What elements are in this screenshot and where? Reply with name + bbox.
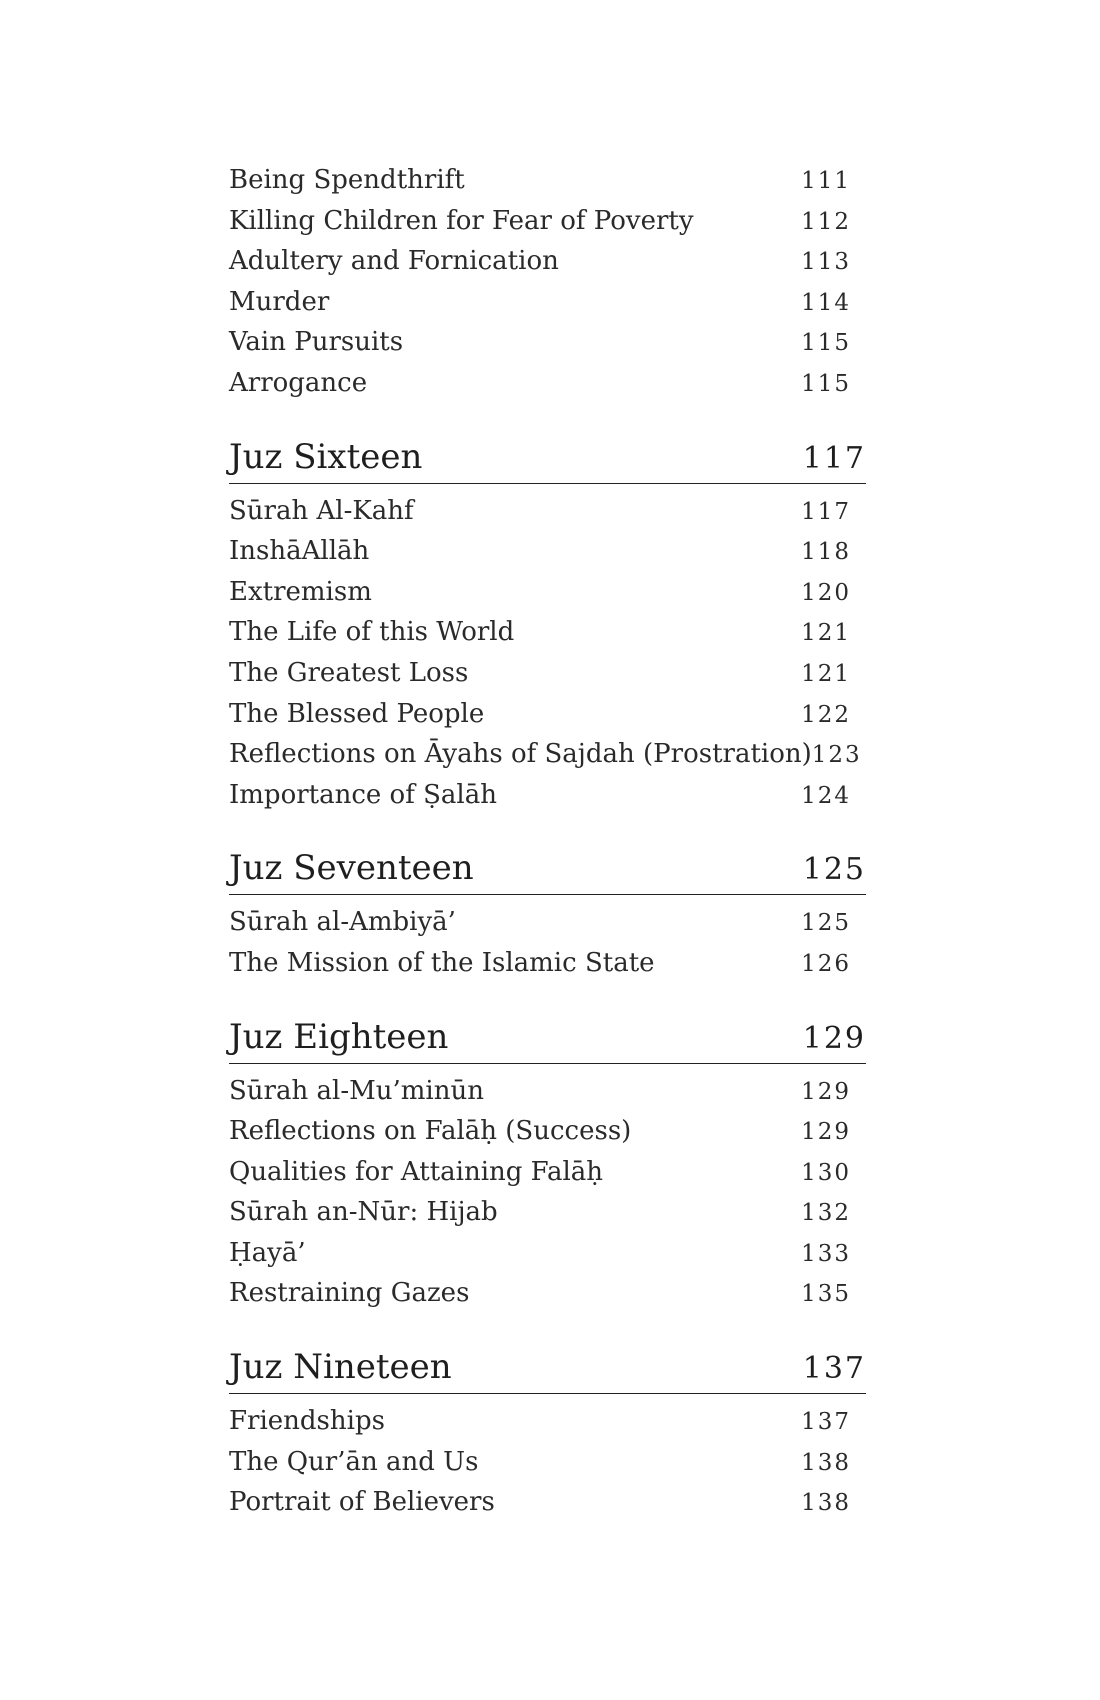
toc-section-juz-eighteen	[229, 1012, 866, 1315]
toc-entry-page: 135	[801, 1281, 851, 1308]
section-heading-title: Juz Seventeen	[229, 848, 474, 889]
toc-entry[interactable]	[229, 1442, 866, 1483]
section-heading[interactable]	[229, 1012, 866, 1064]
toc-entry[interactable]	[229, 1482, 866, 1523]
toc-entry[interactable]	[229, 160, 866, 201]
toc-entry-page: 129	[801, 1119, 851, 1146]
section-heading-title: Juz Sixteen	[229, 436, 423, 477]
toc-entry-page: 133	[801, 1240, 851, 1267]
toc-entry-title: Restraining Gazes	[229, 1278, 470, 1309]
toc-entry-title: Sūrah al-Ambiyā’	[229, 907, 456, 938]
section-heading-page: 125	[802, 852, 866, 888]
toc-entry-page: 122	[801, 701, 851, 728]
toc-entry-title: The Life of this World	[229, 617, 515, 648]
toc-entry-title: Extremism	[229, 576, 372, 607]
toc-entry-page: 137	[801, 1409, 851, 1436]
toc-entry-page: 121	[801, 660, 851, 687]
toc-entry-page: 130	[801, 1159, 851, 1186]
toc-entry-page: 115	[801, 370, 851, 397]
toc-entry-page: 125	[801, 910, 851, 937]
toc-entry-title: Friendships	[229, 1406, 385, 1437]
toc-entry-title: InshāAllāh	[229, 536, 370, 567]
toc-entry-page: 113	[801, 249, 851, 276]
toc-entry-title: Qualities for Attaining Falāḥ	[229, 1156, 604, 1187]
toc-entry-title: Adultery and Fornication	[229, 246, 559, 277]
toc-continued-entries	[229, 160, 866, 404]
toc-entry[interactable]	[229, 363, 866, 404]
toc-entry-page: 120	[801, 579, 851, 606]
toc-entry-title: The Qur’ān and Us	[229, 1446, 479, 1477]
toc-entry-title: Ḥayā’	[229, 1237, 306, 1268]
section-heading-title: Juz Nineteen	[229, 1347, 452, 1388]
toc-entry[interactable]	[229, 1111, 866, 1152]
toc-section-juz-sixteen	[229, 432, 866, 816]
toc-entry-page: 132	[801, 1200, 851, 1227]
toc-entry[interactable]	[229, 1192, 866, 1233]
toc-entry-page: 123	[811, 742, 862, 769]
toc-entry-page: 129	[801, 1078, 851, 1105]
toc-entry-title: Murder	[229, 286, 330, 317]
toc-entry[interactable]	[229, 612, 866, 653]
toc-entry-title: Arrogance	[229, 367, 368, 398]
toc-entry[interactable]	[229, 694, 866, 735]
toc-entry-page: 118	[801, 539, 851, 566]
toc-entry-page: 115	[801, 330, 851, 357]
toc-entry-title: The Greatest Loss	[229, 657, 469, 688]
toc-entry-title: Importance of Ṣalāh	[229, 779, 497, 810]
section-heading[interactable]	[229, 432, 866, 484]
toc-entry[interactable]	[229, 1152, 866, 1193]
toc-entry-page: 138	[801, 1490, 851, 1517]
toc-section-juz-nineteen	[229, 1342, 866, 1523]
section-heading-page: 117	[802, 440, 866, 476]
toc-entry-title: Reflections on Āyahs of Sajdah (Prostration)	[229, 739, 812, 770]
toc-entry-title: Vain Pursuits	[229, 327, 404, 358]
toc-entry-page: 126	[801, 950, 851, 977]
toc-entry[interactable]	[229, 282, 866, 323]
toc-entry[interactable]	[229, 241, 866, 282]
section-heading-title: Juz Eighteen	[229, 1016, 449, 1057]
section-heading-page: 137	[802, 1351, 866, 1387]
toc-entry-page: 121	[801, 620, 851, 647]
toc-entry-page: 138	[801, 1449, 851, 1476]
toc-entry-title: Killing Children for Fear of Poverty	[229, 205, 694, 236]
toc-entry-page: 124	[801, 782, 851, 809]
toc-entry-title: Sūrah Al-Kahf	[229, 495, 414, 526]
toc-entry[interactable]	[229, 322, 866, 363]
toc-entry-page: 111	[801, 168, 851, 194]
toc-entry-title: Sūrah an-Nūr: Hijab	[229, 1197, 498, 1228]
table-of-contents	[229, 160, 866, 1523]
toc-entry[interactable]	[229, 653, 866, 694]
toc-entry[interactable]	[229, 1273, 866, 1314]
section-heading[interactable]	[229, 1342, 866, 1394]
toc-entry[interactable]	[229, 572, 866, 613]
toc-entry-title: The Mission of the Islamic State	[229, 947, 655, 978]
toc-entry-title: Reflections on Falāḥ (Success)	[229, 1116, 632, 1147]
toc-entry[interactable]	[229, 775, 866, 816]
toc-entry[interactable]	[229, 1401, 866, 1442]
toc-entry[interactable]	[229, 943, 866, 984]
toc-entry-title: Portrait of Believers	[229, 1487, 495, 1518]
toc-entry-page: 114	[801, 289, 851, 316]
toc-entry-page: 112	[801, 208, 851, 235]
toc-entry[interactable]	[229, 201, 866, 242]
toc-entry[interactable]	[229, 531, 866, 572]
toc-entry[interactable]	[229, 1071, 866, 1112]
toc-entry-title: Being Spendthrift	[229, 165, 465, 195]
toc-entry[interactable]	[229, 1233, 866, 1274]
toc-entry[interactable]	[229, 491, 866, 532]
toc-entry[interactable]	[229, 902, 866, 943]
toc-section-juz-seventeen	[229, 843, 866, 983]
toc-entry-title: Sūrah al-Mu’minūn	[229, 1075, 484, 1106]
section-heading-page: 129	[802, 1020, 866, 1056]
toc-entry[interactable]	[229, 734, 866, 775]
section-heading[interactable]	[229, 843, 866, 895]
toc-entry-page: 117	[801, 498, 851, 525]
toc-entry-title: The Blessed People	[229, 698, 485, 729]
